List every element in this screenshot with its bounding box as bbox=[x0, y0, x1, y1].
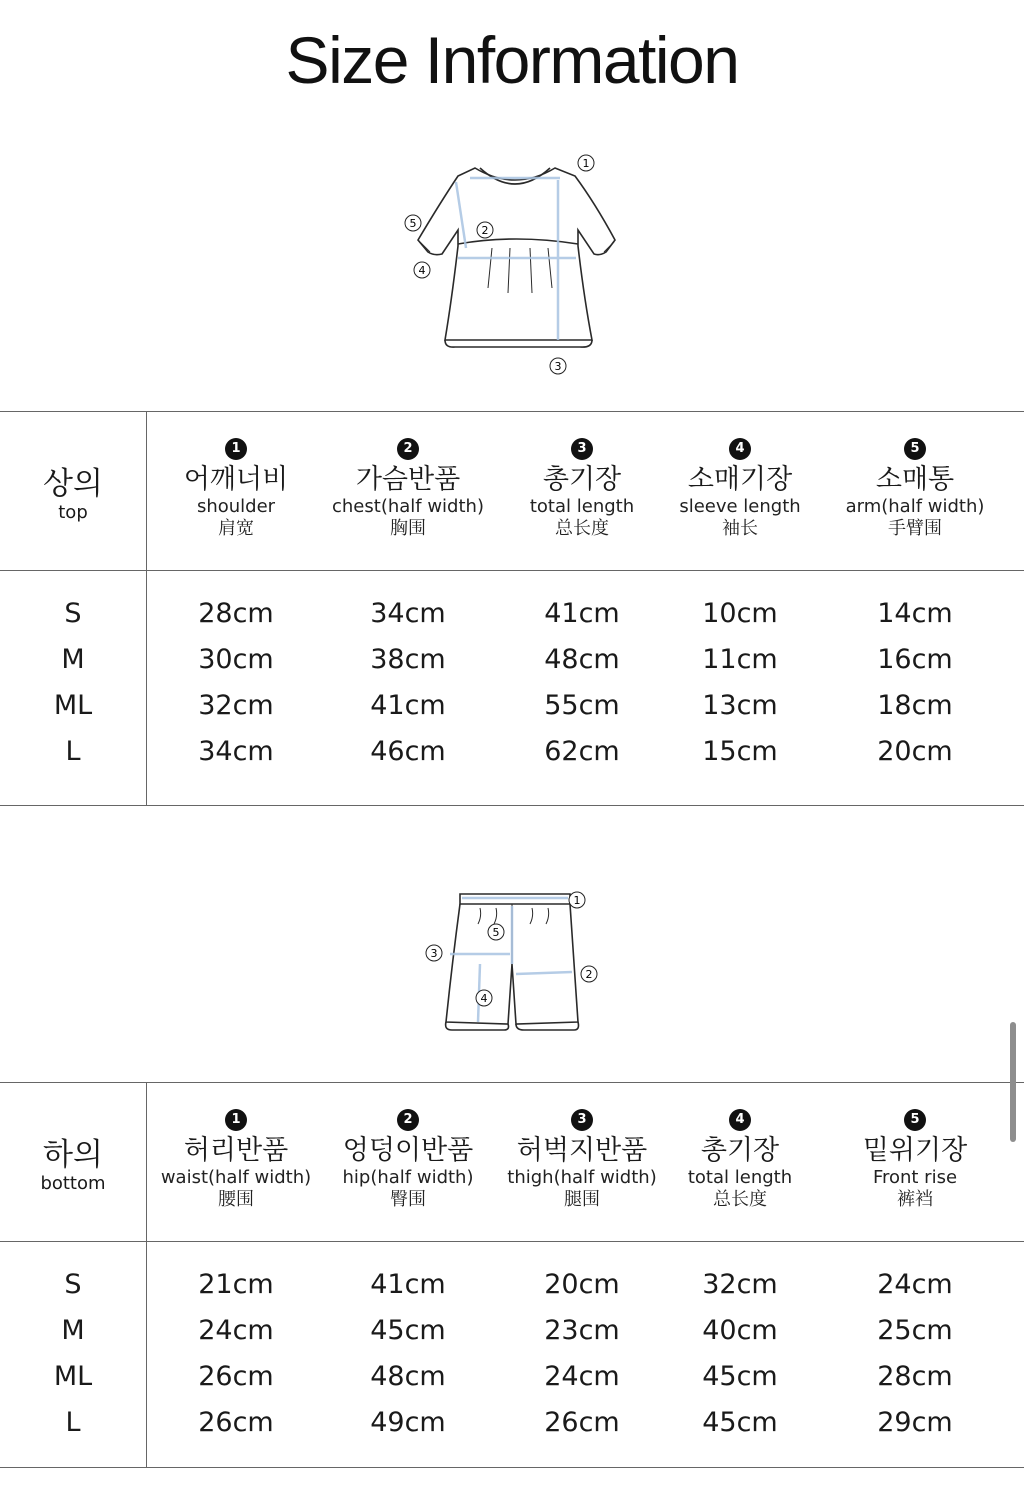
table-cell: 18cm bbox=[877, 690, 953, 721]
table-cell: 32cm bbox=[702, 1269, 778, 1300]
svg-text:5: 5 bbox=[492, 926, 500, 939]
table-cell: 34cm bbox=[370, 598, 446, 629]
column-header: 2 가슴반품 chest(half width) 胸围 bbox=[323, 437, 493, 540]
size-label: M bbox=[61, 1315, 85, 1346]
column-header: 5 소매통 arm(half width) 手臂围 bbox=[830, 437, 1000, 540]
table-cell: 23cm bbox=[544, 1315, 620, 1346]
table-cell: 11cm bbox=[702, 644, 778, 675]
table-cell: 20cm bbox=[877, 736, 953, 767]
table-cell: 49cm bbox=[370, 1407, 446, 1438]
svg-text:3: 3 bbox=[430, 947, 438, 960]
column-header: 4 총기장 total length 总长度 bbox=[655, 1108, 825, 1211]
svg-text:4: 4 bbox=[480, 992, 488, 1005]
table-cell: 45cm bbox=[702, 1407, 778, 1438]
number-badge: 3 bbox=[571, 438, 593, 460]
divider bbox=[0, 411, 1024, 412]
number-badge: 4 bbox=[729, 1109, 751, 1131]
column-header: 1 허리반품 waist(half width) 腰围 bbox=[151, 1108, 321, 1211]
top-measure-lines bbox=[456, 178, 576, 340]
table-cell: 46cm bbox=[370, 736, 446, 767]
number-badge: 1 bbox=[225, 1109, 247, 1131]
table-cell: 45cm bbox=[370, 1315, 446, 1346]
table-cell: 24cm bbox=[877, 1269, 953, 1300]
size-label: ML bbox=[53, 690, 93, 721]
table-cell: 21cm bbox=[198, 1269, 274, 1300]
bottom-garment-diagram bbox=[420, 884, 610, 1039]
table-cell: 26cm bbox=[198, 1361, 274, 1392]
number-badge: 2 bbox=[397, 1109, 419, 1131]
svg-text:2: 2 bbox=[585, 968, 593, 981]
size-label: L bbox=[65, 736, 81, 767]
page-title: Size Information bbox=[285, 23, 739, 97]
bottom-measure-lines bbox=[450, 898, 572, 1022]
divider bbox=[0, 1241, 1024, 1242]
column-header: 3 허벅지반품 thigh(half width) 腿围 bbox=[497, 1108, 667, 1211]
table-cell: 26cm bbox=[198, 1407, 274, 1438]
number-badge: 2 bbox=[397, 438, 419, 460]
table-cell: 41cm bbox=[370, 690, 446, 721]
column-header: 1 어깨너비 shoulder 肩宽 bbox=[151, 437, 321, 540]
bottom-section-label: 하의 bottom bbox=[40, 1137, 106, 1194]
size-label: S bbox=[64, 598, 82, 629]
table-cell: 62cm bbox=[544, 736, 620, 767]
number-badge: 5 bbox=[904, 1109, 926, 1131]
scrollbar-thumb[interactable] bbox=[1010, 1022, 1016, 1142]
top-markers bbox=[405, 155, 594, 374]
divider bbox=[0, 805, 1024, 806]
svg-text:1: 1 bbox=[573, 894, 581, 907]
table-cell: 26cm bbox=[544, 1407, 620, 1438]
table-cell: 13cm bbox=[702, 690, 778, 721]
number-badge: 3 bbox=[571, 1109, 593, 1131]
table-cell: 29cm bbox=[877, 1407, 953, 1438]
number-badge: 1 bbox=[225, 438, 247, 460]
table-cell: 32cm bbox=[198, 690, 274, 721]
table-cell: 34cm bbox=[198, 736, 274, 767]
divider bbox=[146, 1082, 147, 1468]
table-cell: 38cm bbox=[370, 644, 446, 675]
divider bbox=[146, 411, 147, 806]
size-label: M bbox=[61, 644, 85, 675]
svg-text:3: 3 bbox=[554, 360, 562, 373]
table-cell: 20cm bbox=[544, 1269, 620, 1300]
table-cell: 10cm bbox=[702, 598, 778, 629]
number-badge: 4 bbox=[729, 438, 751, 460]
size-label: L bbox=[65, 1407, 81, 1438]
table-cell: 41cm bbox=[370, 1269, 446, 1300]
top-garment-diagram bbox=[400, 148, 630, 378]
column-header: 5 밑위기장 Front rise 裤裆 bbox=[830, 1108, 1000, 1211]
column-header: 4 소매기장 sleeve length 袖长 bbox=[655, 437, 825, 540]
svg-text:2: 2 bbox=[481, 224, 489, 237]
table-cell: 16cm bbox=[877, 644, 953, 675]
divider bbox=[0, 1082, 1024, 1083]
table-cell: 55cm bbox=[544, 690, 620, 721]
table-cell: 14cm bbox=[877, 598, 953, 629]
column-header: 3 총기장 total length 总长度 bbox=[497, 437, 667, 540]
top-section-label: 상의 top bbox=[43, 466, 103, 523]
table-cell: 28cm bbox=[198, 598, 274, 629]
svg-text:1: 1 bbox=[582, 157, 590, 170]
table-cell: 28cm bbox=[877, 1361, 953, 1392]
table-cell: 45cm bbox=[702, 1361, 778, 1392]
number-badge: 5 bbox=[904, 438, 926, 460]
divider bbox=[0, 1467, 1024, 1468]
table-cell: 24cm bbox=[544, 1361, 620, 1392]
size-label: S bbox=[64, 1269, 82, 1300]
size-label: ML bbox=[53, 1361, 93, 1392]
svg-text:5: 5 bbox=[409, 217, 417, 230]
table-cell: 48cm bbox=[544, 644, 620, 675]
table-cell: 30cm bbox=[198, 644, 274, 675]
table-cell: 25cm bbox=[877, 1315, 953, 1346]
table-cell: 40cm bbox=[702, 1315, 778, 1346]
table-cell: 15cm bbox=[702, 736, 778, 767]
divider bbox=[0, 570, 1024, 571]
column-header: 2 엉덩이반품 hip(half width) 臀围 bbox=[323, 1108, 493, 1211]
table-cell: 41cm bbox=[544, 598, 620, 629]
svg-text:4: 4 bbox=[418, 264, 426, 277]
table-cell: 24cm bbox=[198, 1315, 274, 1346]
table-cell: 48cm bbox=[370, 1361, 446, 1392]
